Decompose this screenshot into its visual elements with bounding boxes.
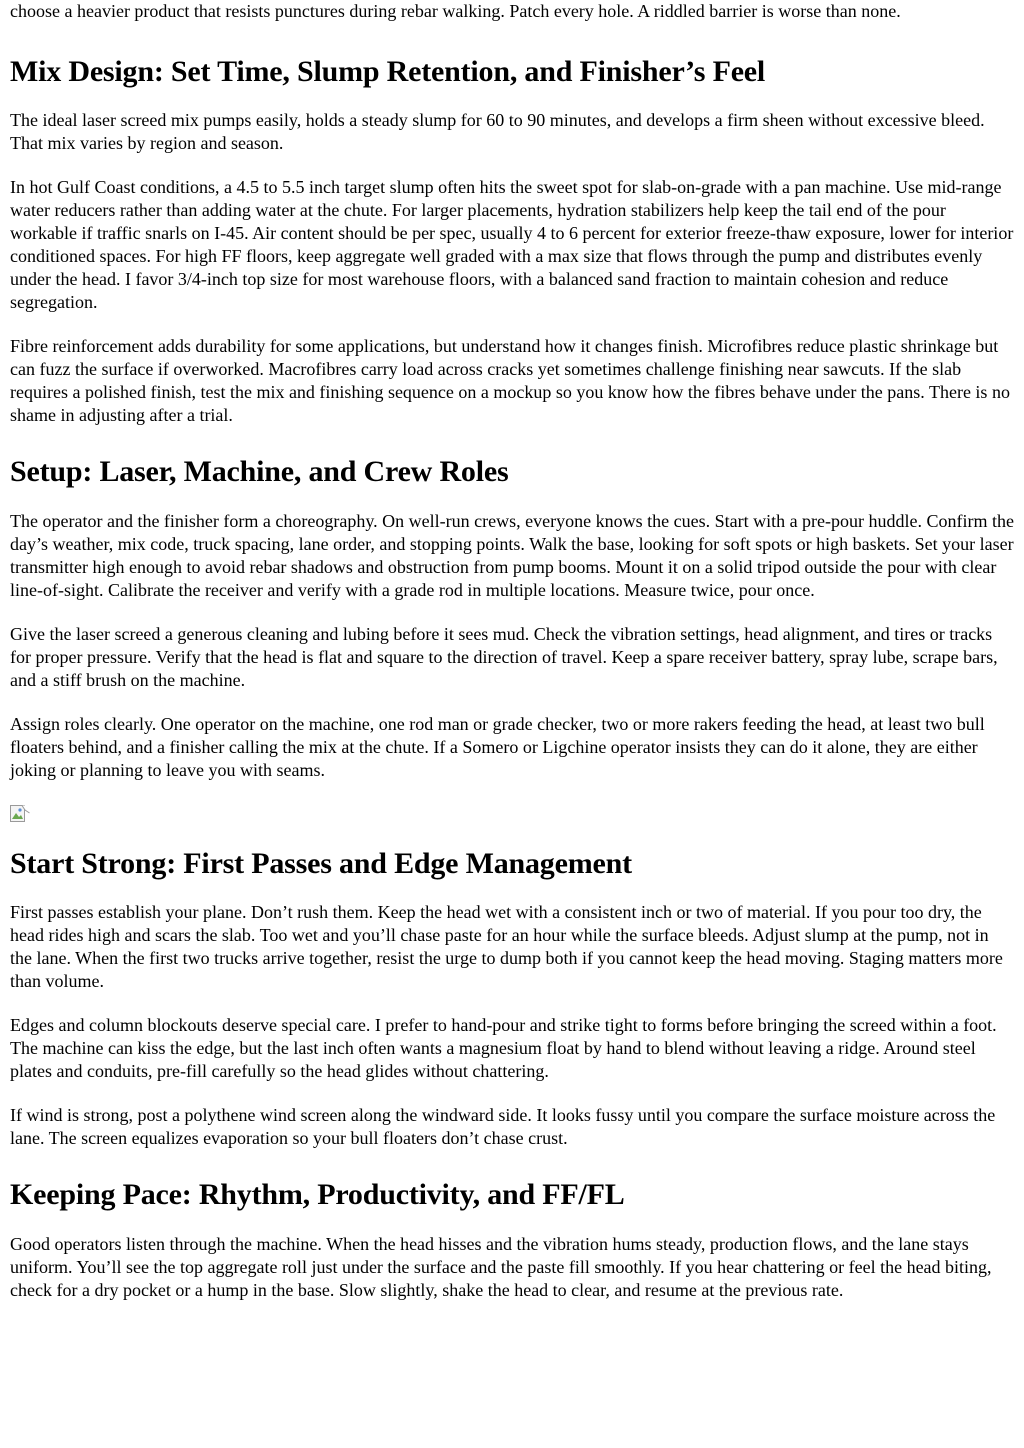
section-heading-start-strong: Start Strong: First Passes and Edge Management	[10, 847, 632, 880]
paragraph: Good operators listen through the machine. When the head hisses and the vibration hums steady, production flows, and the lane stays uniform. You’ll see the top aggregate roll just under the surface and the paste fill smoothly. If you hear chattering or feel the head biting, check for a dry pocket or a hump in the base. Slow slightly, shake the head to clear, and resume at the previous rate.	[10, 1234, 992, 1300]
intro-tail-paragraph: choose a heavier product that resists punctures during rebar walking. Patch every hole. A riddled barrier is worse than none.	[10, 1, 901, 21]
section-heading-mix-design: Mix Design: Set Time, Slump Retention, and Finisher’s Feel	[10, 55, 766, 88]
paragraph: The ideal laser screed mix pumps easily, holds a steady slump for 60 to 90 minutes, and develops a firm sheen without excessive bleed. That mix varies by region and season.	[10, 110, 985, 153]
article	[10, 0, 1014, 1302]
paragraph: Give the laser screed a generous cleaning and lubing before it sees mud. Check the vibration settings, head alignment, and tires or tracks for proper pressure. Verify that the head is flat and square to the direction of travel. Keep a spare receiver battery, spray lube, scrape bars, and a stiff brush on the machine.	[10, 624, 998, 690]
paragraph: Assign roles clearly. One operator on the machine, one rod man or grade checker, two or more rakers feeding the head, at least two bull floaters behind, and a finisher calling the mix at the chute. If a Somero or Ligchine operator insists they can do it alone, they are either joking or planning to leave you with seams.	[10, 714, 985, 780]
paragraph: Edges and column blockouts deserve special care. I prefer to hand-pour and strike tight to forms before bringing the screed within a foot. The machine can kiss the edge, but the last inch often wants a magnesium float by hand to blend without leaving a ridge. Around steel plates and conduits, pre-fill carefully so the head glides without chattering.	[10, 1015, 997, 1081]
section-heading-setup: Setup: Laser, Machine, and Crew Roles	[10, 455, 509, 488]
paragraph: The operator and the finisher form a choreography. On well-run crews, everyone knows the cues. Start with a pre-pour huddle. Confirm the day’s weather, mix code, truck spacing, lane order, and stopping points. Walk the base, looking for soft spots or high baskets. Set your laser transmitter high enough to avoid rebar shadows and obstruction from pump booms. Mount it on a solid tripod outside the pour with clear line-of-sight. Calibrate the receiver and verify with a grade rod in multiple locations. Measure twice, pour once.	[10, 511, 1015, 600]
paragraph: Fibre reinforcement adds durability for some applications, but understand how it changes finish. Microfibres reduce plastic shrinkage but can fuzz the surface if overworked. Macrofibres carry load across cracks yet sometimes challenge finishing near sawcuts. If the slab requires a polished finish, test the mix and finishing sequence on a mockup so you know how the fibres behave under the pans. There is no shame in adjusting after a trial.	[10, 336, 1010, 425]
section-heading-keeping-pace: Keeping Pace: Rhythm, Productivity, and FF/FL	[10, 1178, 625, 1211]
paragraph: First passes establish your plane. Don’t rush them. Keep the head wet with a consistent inch or two of material. If you pour too dry, the head rides high and scars the slab. Too wet and you’ll chase paste for an hour while the surface bleeds. Adjust slump at the pump, not in the lane. When the first two trucks arrive together, resist the urge to dump both if you cannot keep the head moving. Staging matters more than volume.	[10, 902, 1003, 991]
paragraph: If wind is strong, post a polythene wind screen along the windward side. It looks fussy until you compare the surface moisture across the lane. The screen equalizes evaporation so your bull floaters don’t chase crust.	[10, 1105, 996, 1148]
broken-image-icon	[10, 805, 30, 823]
paragraph: In hot Gulf Coast conditions, a 4.5 to 5.5 inch target slump often hits the sweet spot for slab-on-grade with a pan machine. Use mid-range water reducers rather than adding water at the chute. For larger placements, hydration stabilizers help keep the tail end of the pour workable if traffic snarls on I-45. Air content should be per spec, usually 4 to 6 percent for exterior freeze-thaw exposure, lower for interior conditioned spaces. For high FF floors, keep aggregate well graded with a max size that flows through the pump and distributes evenly under the head. I favor 3/4-inch top size for most warehouse floors, with a balanced sand fraction to maintain cohesion and reduce segregation.	[10, 177, 1014, 312]
